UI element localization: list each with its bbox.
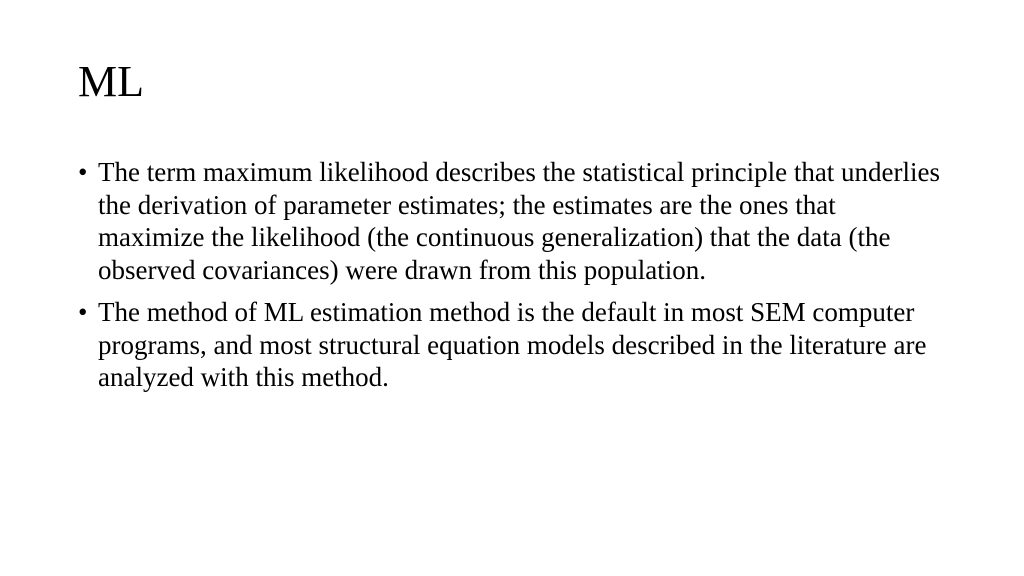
bullet-list <box>78 156 948 404</box>
bullet-icon: • <box>78 297 88 327</box>
bullet-text: The method of ML estimation method is the default in most SEM computer programs, and most structural equation models described in the literature are analyzed with this method. <box>98 297 927 392</box>
bullet-item <box>78 296 948 394</box>
bullet-item <box>78 156 948 286</box>
slide-title: ML <box>78 57 144 106</box>
bullet-text: The term maximum likelihood describes the statistical principle that underlies the derivation of parameter estimates; the estimates are the ones that maximize the likelihood (the continuous generalization) that the data (the observed covariances) were drawn from this population. <box>98 157 941 285</box>
bullet-icon: • <box>78 157 88 187</box>
